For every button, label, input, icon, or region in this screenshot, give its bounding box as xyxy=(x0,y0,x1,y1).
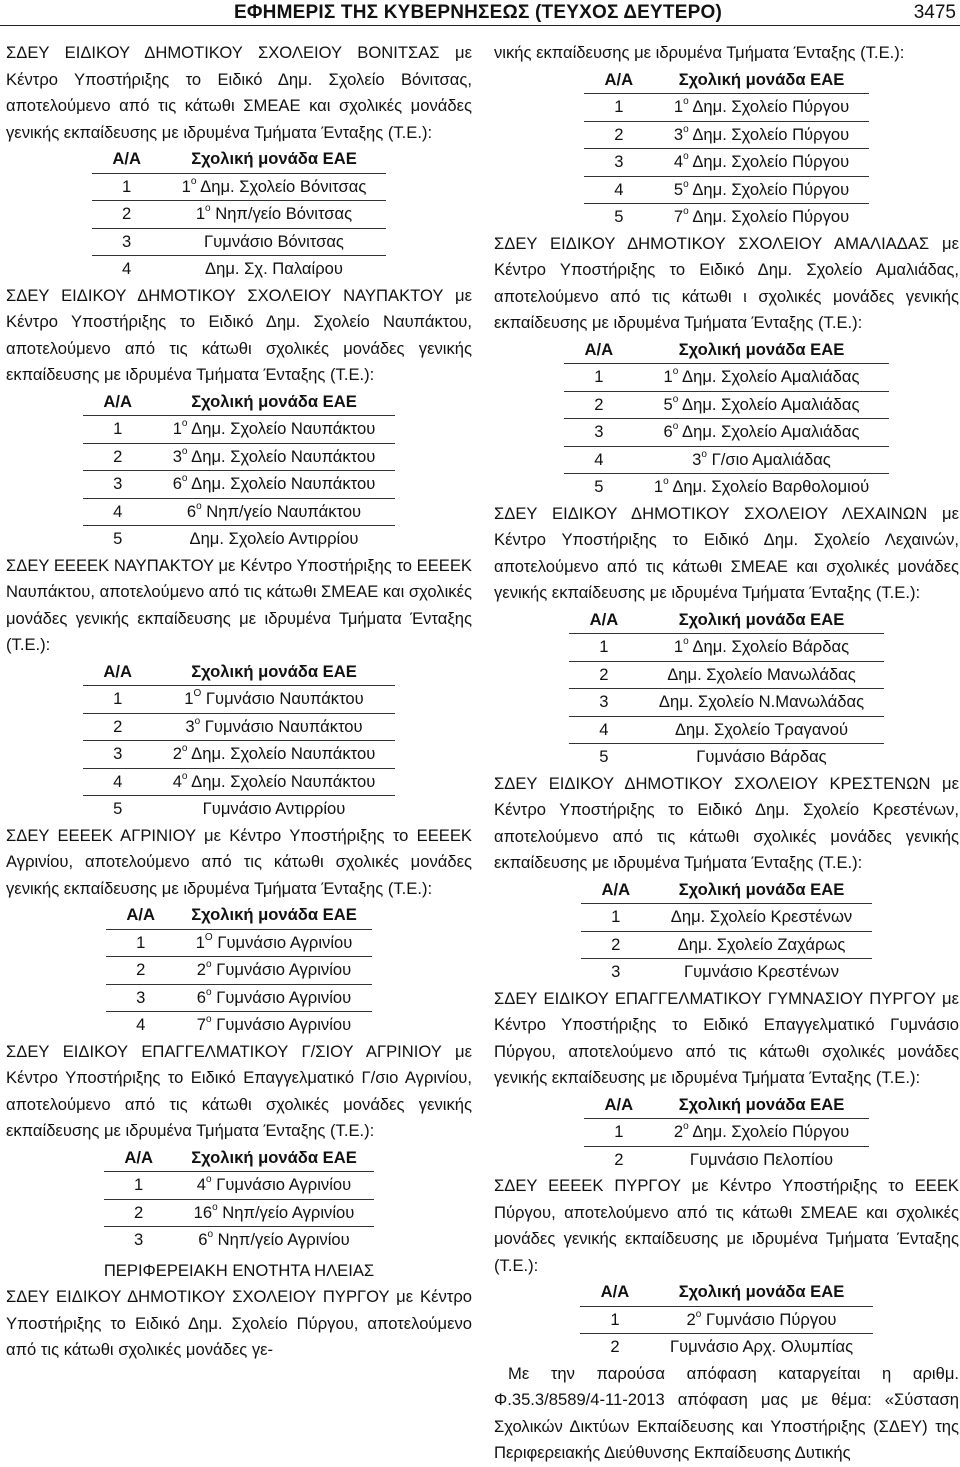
row-number: 3 xyxy=(134,1230,144,1249)
school-unit-name: $3^o$ Γυμνάσιο Ναυπάκτου xyxy=(153,713,396,741)
column-header-school-unit: Σχολική μονάδα ΕΑΕ xyxy=(153,659,396,686)
school-unit-name: $6^o$ Γυμνάσιο Αγρινίου xyxy=(176,984,373,1012)
column-header-aa: Α/Α xyxy=(584,1092,654,1119)
table-row xyxy=(569,689,884,717)
table-row xyxy=(83,526,396,553)
row-number: 2 xyxy=(92,201,162,229)
column-header-aa: Α/Α xyxy=(584,67,654,94)
network-description: ΣΔΕΥ ΕΕΕΕΚ ΠΥΡΓΟΥ με Κέντρο Υποστήριξης το ΕΕΕΚ Πύργου, αποτελούμενο από τις κάτωθι ΣΜΕΑΕ και σχολικές μονάδες γενικής εκπαίδευσης με ιδρυμένα Τμήματα Ένταξης (Τ.Ε.): xyxy=(494,1176,959,1275)
table-row xyxy=(564,419,889,447)
school-unit-name: $3^o$ Γ/σιο Αμαλιάδας xyxy=(634,446,889,474)
table-row xyxy=(106,1012,373,1039)
row-number: 2 xyxy=(614,1149,624,1169)
row-number: 1 xyxy=(584,1119,654,1147)
school-units-table xyxy=(580,1279,873,1361)
school-unit-name: Δημ. Σχολείο Ν.Μανωλάδας xyxy=(639,689,884,717)
school-units-table xyxy=(569,607,884,771)
network-section xyxy=(494,771,959,986)
row-number: 4 xyxy=(83,498,153,526)
school-units-table xyxy=(564,337,889,501)
row-number: 4 xyxy=(584,176,654,204)
school-unit-name: $5^o$ Δημ. Σχολείο Αμαλιάδας xyxy=(634,391,889,419)
column-header-aa: Α/Α xyxy=(581,877,651,904)
row-number: 1 xyxy=(83,416,153,444)
school-unit-name: $1^o$ Δημ. Σχολείο Πύργου xyxy=(654,94,869,122)
school-unit-name: $2^o$ Γυμνάσιο Αγρινίου xyxy=(176,957,373,985)
school-unit-name: $2^o$ Γυμνάσιο Πύργου xyxy=(650,1306,873,1334)
column-header-aa: Α/Α xyxy=(106,902,176,929)
row-number: 2 xyxy=(610,1337,620,1356)
column-header-school-unit: Σχολική μονάδα ΕΑΕ xyxy=(654,67,869,94)
network-section xyxy=(494,986,959,1174)
table-row xyxy=(92,173,387,201)
row-number: 3 xyxy=(83,741,153,769)
row-number: 1 xyxy=(106,929,176,957)
school-unit-name: Δημ. Σχ. Παλαίρου xyxy=(205,259,343,278)
column-header-school-unit: Σχολική μονάδα ΕΑΕ xyxy=(153,389,396,416)
closing-paragraph: Με την παρούσα απόφαση καταργείται η αριθμ. Φ.35.3/8589/4-11-2013 απόφαση μας με θέμα: «Σύσταση Σχολικών Δικτύων Εκπαίδευσης και Υποστήριξης (ΣΔΕΥ) της Περιφερειακής Διεύθυνσης Εκπαίδευσης Δυτικής xyxy=(494,1363,959,1462)
table-row xyxy=(83,686,396,714)
row-number: 5 xyxy=(113,529,123,548)
table-row xyxy=(83,741,396,769)
row-number: 1 xyxy=(564,364,634,392)
school-units-table xyxy=(584,67,869,231)
network-description: ΣΔΕΥ ΕΙΔΙΚΟΥ ΕΠΑΓΓΕΛΜΑΤΙΚΟΥ ΓΥΜΝΑΣΙΟΥ ΠΥΡΓΟΥ με Κέντρο Υποστήριξης το Ειδικό Επαγγελματικό Γυμνάσιο Πύργου, αποτελούμενο από τις κάτωθι σχολικές μονάδες γενικής εκπαίδευσης με ιδρυμένα Τμήματα Ένταξης (Τ.Ε.): xyxy=(494,988,959,1087)
network-section xyxy=(494,501,959,771)
school-unit-name: $1^o$ Δημ. Σχολείο Βαρθολομιού xyxy=(653,476,870,496)
network-description: ΣΔΕΥ ΕΙΔΙΚΟΥ ΕΠΑΓΓΕΛΜΑΤΙΚΟΥ Γ/ΣΙΟΥ ΑΓΡΙΝΙΟΥ με Κέντρο Υποστήριξης το Ειδικό Επαγγελματικό Γ/σιο Αγρινίου, αποτελούμενο από τις κάτωθι σχολικές μονάδες γενικής εκπαίδευσης με ιδρυμένα Τμήματα Ένταξης (Τ.Ε.): xyxy=(6,1041,472,1140)
row-number: 2 xyxy=(83,713,153,741)
column-header-aa: Α/Α xyxy=(580,1279,650,1306)
school-unit-name: $16^o$ Νηπ/γείο Αγρινίου xyxy=(174,1199,375,1227)
column-header-aa: Α/Α xyxy=(564,337,634,364)
table-row xyxy=(580,1306,873,1334)
school-unit-name: $1^o$ Δημ. Σχολείο Ναυπάκτου xyxy=(153,416,396,444)
table-row xyxy=(569,716,884,744)
table-row xyxy=(581,959,872,986)
school-unit-name: $6^o$ Νηπ/γείο Ναυπάκτου xyxy=(153,498,396,526)
network-description-continued: νικής εκπαίδευσης με ιδρυμένα Τμήματα Ένταξης (Τ.Ε.): xyxy=(494,43,905,62)
column-header-aa: Α/Α xyxy=(83,389,153,416)
table-row xyxy=(104,1199,375,1227)
table-row xyxy=(584,1146,869,1173)
school-unit-name: $1^o$ Δημ. Σχολείο Βόνιτσας xyxy=(162,173,387,201)
table-row xyxy=(581,904,872,932)
table-row xyxy=(83,796,396,823)
row-number: 1 xyxy=(584,94,654,122)
table-row xyxy=(564,364,889,392)
table-row xyxy=(106,957,373,985)
row-number: 4 xyxy=(136,1015,146,1034)
school-unit-name: Γυμνάσιο Κρεστένων xyxy=(683,962,840,981)
row-number: 1 xyxy=(104,1172,174,1200)
row-number: 1 xyxy=(92,173,162,201)
row-number: 2 xyxy=(83,443,153,471)
network-description: ΣΔΕΥ ΕΕΕΕΚ ΝΑΥΠΑΚΤΟΥ με Κέντρο Υποστήριξης το ΕΕΕΕΚ Ναυπάκτου, αποτελούμενο από τις κάτωθι ΣΜΕΑΕ και σχολικές μονάδες γενικής εκπαίδευσης με ιδρυμένα Τμήματα Ένταξης (Τ.Ε.): xyxy=(6,555,472,654)
table-row xyxy=(104,1227,375,1254)
table-row xyxy=(92,201,387,229)
network-section xyxy=(6,283,472,553)
school-units-table xyxy=(104,1145,375,1254)
school-unit-name: Γυμνάσιο Αρχ. Ολυμπίας xyxy=(669,1337,854,1356)
network-description: ΣΔΕΥ ΕΙΔΙΚΟΥ ΔΗΜΟΤΙΚΟΥ ΣΧΟΛΕΙΟΥ ΝΑΥΠΑΚΤΟΥ με Κέντρο Υποστήριξης το Ειδικό Δημ. Σχολείο Ναυπάκτου, αποτελούμενο από τις κάτωθι σχολικές μονάδες γενικής εκπαίδευσης με ιδρυμένα Τμήματα Ένταξης (Τ.Ε.): xyxy=(6,285,472,384)
network-section xyxy=(6,40,472,283)
row-number: 2 xyxy=(104,1199,174,1227)
school-unit-name: $5^o$ Δημ. Σχολείο Πύργου xyxy=(654,176,869,204)
table-row xyxy=(83,443,396,471)
row-number: 4 xyxy=(569,716,639,744)
region-heading: ΠΕΡΙΦΕΡΕΙΑΚΗ ΕΝΟΤΗΤΑ ΗΛΕΙΑΣ xyxy=(103,1260,375,1280)
school-unit-name: Γυμνάσιο Βόνιτσας xyxy=(162,228,387,256)
school-unit-name: $7^o$ Δημ. Σχολείο Πύργου xyxy=(673,206,850,226)
row-number: 5 xyxy=(113,799,123,818)
table-row xyxy=(564,391,889,419)
table-row xyxy=(92,256,387,283)
row-number: 4 xyxy=(122,259,132,278)
table-row xyxy=(569,634,884,662)
school-unit-name: $4^o$ Δημ. Σχολείο Ναυπάκτου xyxy=(153,768,396,796)
network-description: ΣΔΕΥ ΕΙΔΙΚΟΥ ΔΗΜΟΤΙΚΟΥ ΣΧΟΛΕΙΟΥ ΒΟΝΙΤΣΑΣ με Κέντρο Υποστήριξης το Ειδικό Δημ. Σχολείο Βόνιτσας, αποτελούμενο από τις κάτωθι ΣΜΕΑΕ και σχολικές μονάδες γενικής εκπαίδευσης με ιδρυμένα Τμήματα Ένταξης (Τ.Ε.): xyxy=(6,43,472,142)
row-number: 3 xyxy=(611,962,621,981)
network-section xyxy=(6,823,472,1039)
school-unit-name: $6^o$ Δημ. Σχολείο Ναυπάκτου xyxy=(153,471,396,499)
network-section xyxy=(494,231,959,501)
school-unit-name: $7^o$ Γυμνάσιο Αγρινίου xyxy=(196,1014,352,1034)
school-unit-name: Δημ. Σχολείο Τραγανού xyxy=(639,716,884,744)
column-header-school-unit: Σχολική μονάδα ΕΑΕ xyxy=(639,607,884,634)
school-unit-name: Γυμνάσιο Βάρδας xyxy=(696,747,827,766)
school-unit-name: Δημ. Σχολείο Αντιρρίου xyxy=(189,529,359,548)
school-unit-name: Δημ. Σχολείο Ζαχάρως xyxy=(651,931,872,959)
table-row xyxy=(83,498,396,526)
school-unit-name: $2^o$ Δημ. Σχολείο Πύργου xyxy=(654,1119,869,1147)
table-row xyxy=(106,929,373,957)
school-unit-name: Γυμνάσιο Αντιρρίου xyxy=(202,799,346,818)
row-number: 1 xyxy=(581,904,651,932)
school-unit-name: $1^o$ Δημ. Σχολείο Βάρδας xyxy=(639,634,884,662)
row-number: 4 xyxy=(83,768,153,796)
column-header-school-unit: Σχολική μονάδα ΕΑΕ xyxy=(654,1092,869,1119)
column-header-aa: Α/Α xyxy=(92,146,162,173)
table-row xyxy=(569,661,884,689)
row-number: 1 xyxy=(580,1306,650,1334)
row-number: 2 xyxy=(581,931,651,959)
table-row xyxy=(569,744,884,771)
column-header-aa: Α/Α xyxy=(104,1145,174,1172)
school-unit-name: $3^o$ Δημ. Σχολείο Ναυπάκτου xyxy=(153,443,396,471)
network-description: ΣΔΕΥ ΕΕΕΕΚ ΑΓΡΙΝΙΟΥ με Κέντρο Υποστήριξης το ΕΕΕΕΚ Αγρινίου, αποτελούμενο από τις κάτωθι σχολικές μονάδες γενικής εκπαίδευσης με ιδρυμένα Τμήματα Ένταξης (Τ.Ε.): xyxy=(6,825,472,898)
row-number: 2 xyxy=(106,957,176,985)
page-header xyxy=(0,0,960,26)
left-column xyxy=(6,40,472,1364)
table-row xyxy=(580,1334,873,1361)
school-units-table xyxy=(106,902,373,1039)
school-unit-name: $1^o$ Δημ. Σχολείο Αμαλιάδας xyxy=(634,364,889,392)
row-number: 5 xyxy=(614,207,624,226)
column-header-school-unit: Σχολική μονάδα ΕΑΕ xyxy=(176,902,373,929)
school-unit-name: $1^O$ Γυμνάσιο Ναυπάκτου xyxy=(153,686,396,714)
table-row xyxy=(564,446,889,474)
column-header-school-unit: Σχολική μονάδα ΕΑΕ xyxy=(651,877,872,904)
table-row xyxy=(83,768,396,796)
table-row xyxy=(106,984,373,1012)
row-number: 2 xyxy=(569,661,639,689)
school-units-table xyxy=(92,146,387,283)
network-description: ΣΔΕΥ ΕΙΔΙΚΟΥ ΔΗΜΟΤΙΚΟΥ ΣΧΟΛΕΙΟΥ ΑΜΑΛΙΑΔΑΣ με Κέντρο Υποστήριξης το Ειδικό Δημ. Σχολείο Αμαλιάδας, αποτελούμενο από τις κάτωθι ι σχολικές μονάδες γενικής εκπαίδευσης με ιδρυμένα Τμήματα Ένταξης (Τ.Ε.): xyxy=(494,233,959,332)
row-number: 1 xyxy=(83,686,153,714)
column-header-school-unit: Σχολική μονάδα ΕΑΕ xyxy=(634,337,889,364)
row-number: 3 xyxy=(569,689,639,717)
network-section xyxy=(6,1039,472,1254)
school-unit-name: $2^o$ Δημ. Σχολείο Ναυπάκτου xyxy=(153,741,396,769)
table-row xyxy=(584,121,869,149)
row-number: 3 xyxy=(584,149,654,177)
school-unit-name: Δημ. Σχολείο Μανωλάδας xyxy=(639,661,884,689)
school-unit-name: Γυμνάσιο Πελοπίου xyxy=(689,1149,834,1169)
column-header-aa: Α/Α xyxy=(83,659,153,686)
network-section xyxy=(6,553,472,823)
column-header-school-unit: Σχολική μονάδα ΕΑΕ xyxy=(162,146,387,173)
table-row xyxy=(104,1172,375,1200)
network-description: ΣΔΕΥ ΕΙΔΙΚΟΥ ΔΗΜΟΤΙΚΟΥ ΣΧΟΛΕΙΟΥ ΠΥΡΓΟΥ με Κέντρο Υποστήριξης το Ειδικό Δημ. Σχολείο Πύργου, αποτελούμενο από τις κάτωθι σχολικές μονάδες γε- xyxy=(6,1287,472,1359)
school-unit-name: $1^o$ Νηπ/γείο Βόνιτσας xyxy=(162,201,387,229)
school-unit-name: $3^o$ Δημ. Σχολείο Πύργου xyxy=(654,121,869,149)
column-header-school-unit: Σχολική μονάδα ΕΑΕ xyxy=(650,1279,873,1306)
row-number: 5 xyxy=(599,747,609,766)
table-row xyxy=(584,94,869,122)
table-row xyxy=(584,1119,869,1147)
school-unit-name: $6^o$ Δημ. Σχολείο Αμαλιάδας xyxy=(634,419,889,447)
network-section xyxy=(494,1173,959,1361)
row-number: 3 xyxy=(92,228,162,256)
table-row xyxy=(564,474,889,501)
table-row xyxy=(581,931,872,959)
column-header-aa: Α/Α xyxy=(569,607,639,634)
gazette-title: ΕΦΗΜΕΡΙΣ ΤΗΣ ΚΥΒΕΡΝΗΣΕΩΣ (ΤΕΥΧΟΣ ΔΕΥΤΕΡΟ) xyxy=(234,2,722,23)
right-column xyxy=(494,40,959,1467)
school-units-table xyxy=(581,877,872,986)
row-number: 1 xyxy=(569,634,639,662)
network-description: ΣΔΕΥ ΕΙΔΙΚΟΥ ΔΗΜΟΤΙΚΟΥ ΣΧΟΛΕΙΟΥ ΛΕΧΑΙΝΩΝ με Κέντρο Υποστήριξης το Ειδικό Δημ. Σχολείο Λεχαινών, αποτελούμενο από τις κάτωθι ΣΜΕΑΕ και σχολικές μονάδες γενικής εκπαίδευσης με ιδρυμένα Τμήματα Ένταξης (Τ.Ε.): xyxy=(494,503,959,602)
table-row xyxy=(83,471,396,499)
school-unit-name: $4^o$ Γυμνάσιο Αγρινίου xyxy=(174,1172,375,1200)
row-number: 2 xyxy=(584,121,654,149)
table-row xyxy=(584,204,869,231)
table-row xyxy=(83,713,396,741)
row-number: 4 xyxy=(564,446,634,474)
table-row xyxy=(584,176,869,204)
school-units-table xyxy=(83,389,396,553)
row-number: 5 xyxy=(594,477,604,496)
table-row xyxy=(584,149,869,177)
table-row xyxy=(83,416,396,444)
school-unit-name: $1^O$ Γυμνάσιο Αγρινίου xyxy=(176,929,373,957)
row-number: 3 xyxy=(106,984,176,1012)
row-number: 3 xyxy=(564,419,634,447)
school-unit-name: Δημ. Σχολείο Κρεστένων xyxy=(651,904,872,932)
school-unit-name: $4^o$ Δημ. Σχολείο Πύργου xyxy=(654,149,869,177)
page-number: 3475 xyxy=(913,2,956,23)
network-description: ΣΔΕΥ ΕΙΔΙΚΟΥ ΔΗΜΟΤΙΚΟΥ ΣΧΟΛΕΙΟΥ ΚΡΕΣΤΕΝΩΝ με Κέντρο Υποστήριξης το Ειδικό Δημ. Σχολείο Κρεστένων, αποτελούμενο από τις κάτωθι σχολικές μονάδες γενικής εκπαίδευσης με ιδρυμένα Τμήματα Ένταξης (Τ.Ε.): xyxy=(494,773,959,872)
row-number: 3 xyxy=(83,471,153,499)
row-number: 2 xyxy=(564,391,634,419)
column-header-school-unit: Σχολική μονάδα ΕΑΕ xyxy=(174,1145,375,1172)
school-units-table xyxy=(584,1092,869,1174)
school-units-table xyxy=(83,659,396,823)
table-row xyxy=(92,228,387,256)
school-unit-name: $6^o$ Νηπ/γείο Αγρινίου xyxy=(198,1229,350,1249)
